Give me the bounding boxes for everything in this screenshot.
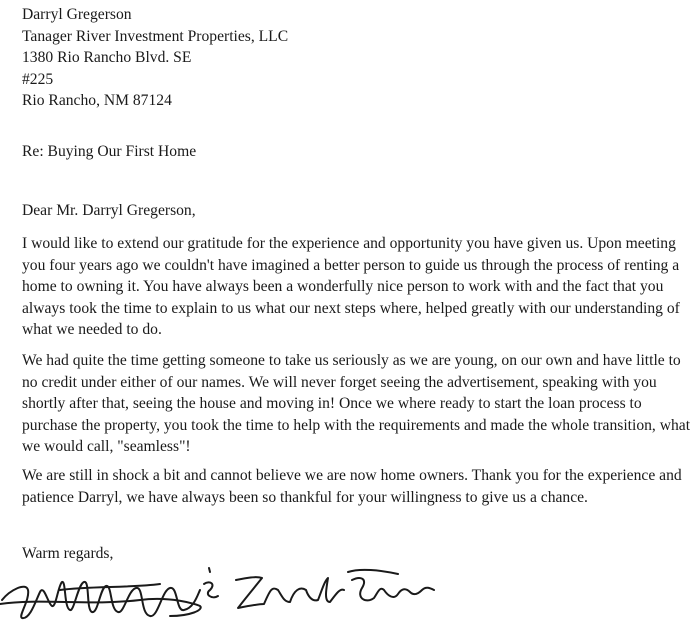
sender-address-block xyxy=(22,4,288,112)
signature-2-stroke xyxy=(236,577,344,608)
signature-2-flourish xyxy=(348,570,398,574)
closing: Warm regards, xyxy=(22,545,114,562)
subject-line: Re: Buying Our First Home xyxy=(22,143,197,160)
sender-name: Darryl Gregerson xyxy=(22,6,132,23)
sender-street: 1380 Rio Rancho Blvd. SE xyxy=(22,49,192,66)
signature-area xyxy=(0,560,700,629)
body-paragraph-3: We are still in shock a bit and cannot believe we are now home owners. Thank you for the experience and patience Darryl, we have always been so thankful for your willingness to give us a chance. xyxy=(22,467,682,506)
signature-2-surname xyxy=(352,578,434,600)
sender-company: Tanager River Investment Properties, LLC xyxy=(22,27,289,45)
signature-connector-stroke xyxy=(204,582,218,597)
signature-drawing xyxy=(0,560,700,629)
body-paragraph-2: We had quite the time getting someone to take us seriously as we are young, on our own and have little to no credit under either of our names. We will never forget seeing the advertisement, speaking with you shortly after that, seeing the house and moving in! Once we where ready to start the loan process to purchase the property, you took the time to help with the requirements and made the whole transition, what we would call, "seamless"! xyxy=(22,352,691,455)
body-paragraph-1: I would like to extend our gratitude for the experience and opportunity you have given us. Upon meeting you four years ago we couldn't have imagined a better person to guide us through the process of renting a home to owning it. You have always been a wonderfully nice person to work with and the fact that you always took the time to explain to us what our next steps where, helped greatly with our understanding of what we needed to do. xyxy=(22,235,680,338)
salutation: Dear Mr. Darryl Gregerson, xyxy=(22,202,196,219)
sender-unit: #225 xyxy=(22,70,54,88)
sender-city-state-zip: Rio Rancho, NM 87124 xyxy=(22,92,172,109)
signature-connector-dot xyxy=(209,568,210,572)
